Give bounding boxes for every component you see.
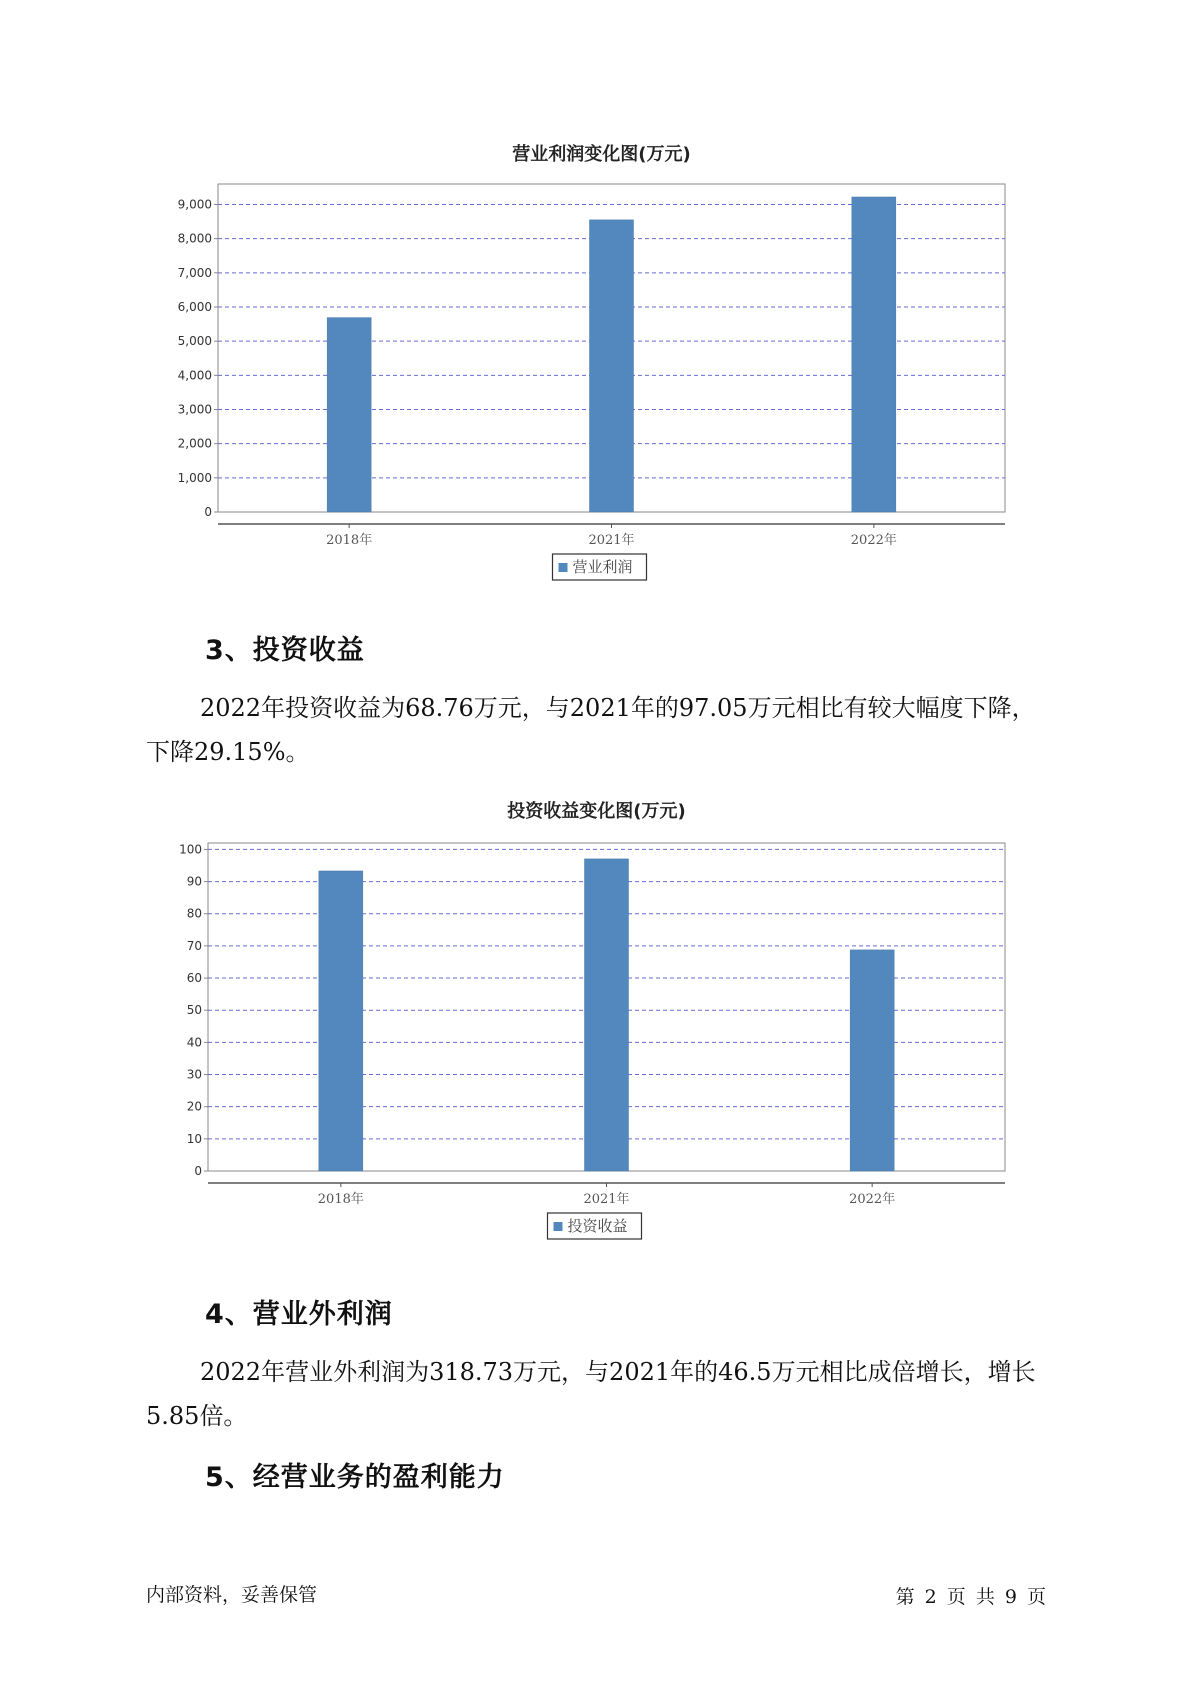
chart1-x-tick-label: 2018年 [317, 1192, 364, 1207]
chart1-y-tick-label: 90 [186, 874, 202, 889]
chart1-x-tick-label: 2021年 [583, 1192, 630, 1207]
chart1-y-tick-label: 50 [186, 1003, 202, 1018]
chart1-y-tick-label: 0 [194, 1164, 202, 1178]
chart0-bar [327, 318, 371, 512]
chart0-bar [852, 197, 896, 512]
chart1-x-tick-label: 2022年 [849, 1192, 896, 1207]
section-5-heading: 5、经营业务的盈利能力 [205, 1462, 505, 1493]
chart1-bar [850, 950, 894, 1171]
chart0-y-tick-label: 4,000 [177, 368, 212, 383]
investment-income-chart-svg [0, 795, 1191, 1265]
chart1-title: 投资收益变化图(万元) [507, 801, 686, 822]
chart1-y-tick-label: 60 [186, 971, 202, 986]
chart1-bar [319, 871, 363, 1171]
chart0-x-tick-label: 2021年 [588, 533, 635, 548]
chart1-y-tick-label: 40 [186, 1035, 202, 1050]
chart0-legend-swatch [559, 563, 568, 572]
chart1-y-tick-label: 100 [179, 842, 202, 857]
chart0-title: 营业利润变化图(万元) [512, 144, 691, 165]
chart0-y-tick-label: 8,000 [177, 231, 212, 246]
chart1-legend-label: 投资收益 [567, 1217, 628, 1235]
chart1-bar [585, 859, 629, 1171]
section-3-text: 2022年投资收益为68.76万元，与2021年的97.05万元相比有较大幅度下降，下降29.15%。 [146, 694, 1036, 766]
chart0-y-tick-label: 2,000 [177, 436, 212, 451]
footer-confidential-note: 内部资料，妥善保管 [146, 1584, 318, 1606]
section-4-heading: 4、营业外利润 [205, 1299, 393, 1330]
section-4-paragraph [146, 1350, 1046, 1438]
section-4-text: 2022年营业外利润为318.73万元，与2021年的46.5万元相比成倍增长，增长5.85倍。 [146, 1358, 1036, 1430]
chart0-y-tick-label: 6,000 [177, 300, 212, 314]
chart1-y-tick-label: 10 [186, 1131, 202, 1146]
chart0-x-tick-label: 2018年 [326, 533, 373, 548]
chart1-y-tick-label: 30 [186, 1067, 202, 1082]
chart1-y-tick-label: 70 [186, 938, 202, 953]
section-3-heading: 3、投资收益 [205, 635, 365, 666]
chart1-y-tick-label: 20 [186, 1099, 202, 1114]
chart0-y-tick-label: 9,000 [177, 197, 212, 212]
investment-income-chart [0, 795, 1191, 1265]
chart1-y-tick-label: 80 [186, 906, 202, 921]
operating-profit-chart [0, 130, 1191, 600]
chart0-y-tick-label: 0 [204, 505, 212, 519]
chart0-y-tick-label: 3,000 [177, 402, 212, 417]
chart0-legend-label: 营业利润 [572, 558, 633, 576]
chart0-y-tick-label: 7,000 [177, 265, 212, 280]
chart0-x-tick-label: 2022年 [850, 533, 897, 548]
chart1-legend-swatch [554, 1222, 563, 1231]
chart0-y-tick-label: 5,000 [177, 334, 212, 349]
chart0-y-tick-label: 1,000 [177, 470, 212, 485]
chart0-bar [590, 220, 634, 512]
footer-page-number: 第 2 页 共 9 页 [895, 1586, 1048, 1608]
operating-profit-chart-svg [0, 130, 1191, 600]
section-3-paragraph [146, 686, 1046, 774]
